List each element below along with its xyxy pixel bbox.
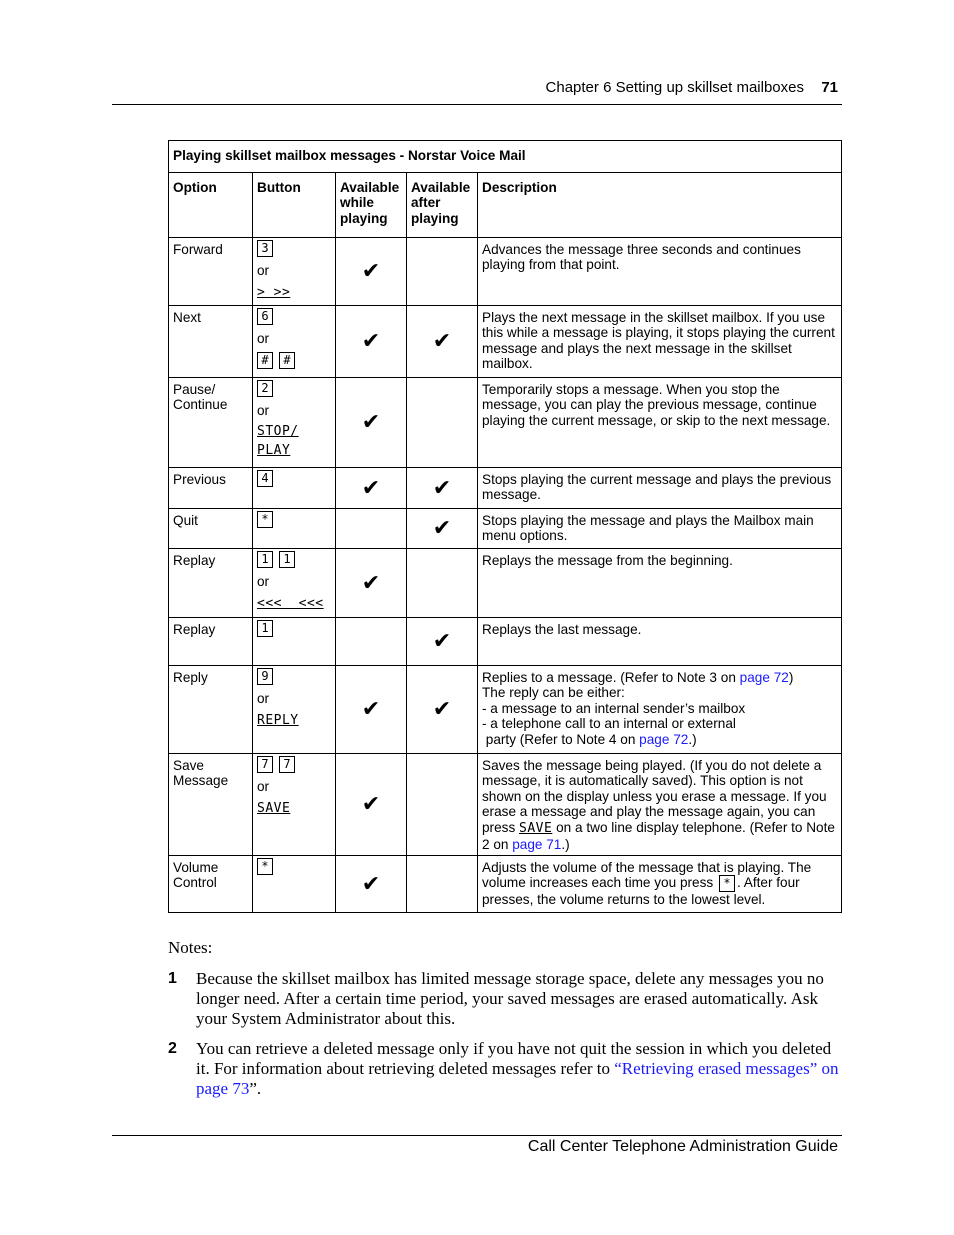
option-cell: Quit — [169, 508, 253, 548]
while-checkmark-icon: ✔ — [336, 753, 407, 855]
column-header-after: Available after playing — [407, 172, 478, 237]
table-row — [169, 305, 842, 377]
after-checkmark-icon: ✔ — [407, 665, 478, 753]
after-cell — [407, 548, 478, 617]
button-cell — [253, 617, 336, 665]
button-cell — [253, 753, 336, 855]
page-number: 71 — [821, 79, 838, 96]
display-key-save: SAVE — [519, 820, 553, 836]
header-rule — [112, 104, 842, 105]
key-2-icon: 2 — [257, 380, 273, 397]
key-star-icon: * — [719, 875, 735, 892]
description-cell: Temporarily stops a message. When you stop the message, you can play the previous message, continue playing the current message, or skip to the next message. — [478, 377, 842, 467]
after-cell — [407, 753, 478, 855]
key-7-icon: 7 — [279, 756, 295, 773]
description-cell: Saves the message being played. (If you do not delete a message, it is automatically saved). This option is not shown on the display unless you erase a message. If you erase a message and play the message again, you can press SAVE on a two line display telephone. (Refer to Note 2 on page 71.) — [478, 753, 842, 855]
while-checkmark-icon: ✔ — [336, 855, 407, 912]
column-header-button: Button — [253, 172, 336, 237]
or-label: or — [257, 262, 270, 278]
button-cell — [253, 548, 336, 617]
option-cell: Pause/ Continue — [169, 377, 253, 467]
or-label: or — [257, 778, 270, 794]
description-cell: Adjusts the volume of the message that is playing. The volume increases each time you press * . After four presses, the volume returns to the lowest level. — [478, 855, 842, 912]
option-cell: Volume Control — [169, 855, 253, 912]
table-header-row — [169, 172, 842, 237]
retrieving-erased-messages-link[interactable]: “Retrieving erased messages” on page 73 — [196, 1059, 839, 1098]
option-cell: Previous — [169, 467, 253, 508]
button-cell — [253, 855, 336, 912]
table-row — [169, 467, 842, 508]
page-71-link[interactable]: page 71 — [512, 836, 562, 852]
button-cell — [253, 665, 336, 753]
description-cell: Stops playing the current message and plays the previous message. — [478, 467, 842, 508]
footer-title: Call Center Telephone Administration Guide — [527, 1138, 838, 1155]
page-72-link[interactable]: page 72 — [739, 669, 789, 685]
while-cell — [336, 617, 407, 665]
table-row — [169, 855, 842, 912]
or-label: or — [257, 690, 270, 706]
note-text: Because the skillset mailbox has limited message storage space, delete any messages you no longer need. After a certain time period, your saved messages are erased automatically. Ask your System Administrator about this. — [196, 969, 824, 1028]
button-cell — [253, 377, 336, 467]
column-header-while: Available while playing — [336, 172, 407, 237]
button-cell — [253, 467, 336, 508]
description-cell: Advances the message three seconds and continues playing from that point. — [478, 237, 842, 305]
key-1-icon: 1 — [279, 551, 295, 568]
chapter-title: Chapter 6 Setting up skillset mailboxes — [545, 79, 804, 96]
key-7-icon: 7 — [257, 756, 273, 773]
display-key-save: SAVE — [257, 800, 291, 816]
after-cell — [407, 377, 478, 467]
footer-rule — [112, 1135, 842, 1136]
while-checkmark-icon: ✔ — [336, 237, 407, 305]
note-item — [168, 969, 843, 1029]
key-star-icon: * — [257, 858, 273, 875]
display-key-reply: REPLY — [257, 712, 299, 728]
display-key-forward: > >> — [257, 284, 291, 300]
note-number: 2 — [168, 1040, 177, 1057]
key-3-icon: 3 — [257, 240, 273, 257]
after-checkmark-icon: ✔ — [407, 617, 478, 665]
table-row — [169, 508, 842, 548]
key-1-icon: 1 — [257, 620, 273, 637]
notes-heading: Notes: — [168, 938, 213, 957]
or-label: or — [257, 402, 270, 418]
display-key-play: PLAY — [257, 442, 291, 458]
description-cell: Replays the message from the beginning. — [478, 548, 842, 617]
table-row — [169, 377, 842, 467]
note-text: You can retrieve a deleted message only if you have not quit the session in which you deleted it. For information about retrieving deleted messages refer to “Retrieving erased messages” on page 73”. — [196, 1039, 839, 1098]
button-cell — [253, 508, 336, 548]
description-cell: Stops playing the message and plays the Mailbox main menu options. — [478, 508, 842, 548]
option-cell: Reply — [169, 665, 253, 753]
table-row — [169, 617, 842, 665]
key-1-icon: 1 — [257, 551, 273, 568]
table-row — [169, 665, 842, 753]
after-checkmark-icon: ✔ — [407, 305, 478, 377]
key-6-icon: 6 — [257, 308, 273, 325]
table-row — [169, 237, 842, 305]
option-cell: Forward — [169, 237, 253, 305]
key-hash-icon: # — [257, 352, 273, 369]
while-checkmark-icon: ✔ — [336, 305, 407, 377]
description-cell: Plays the next message in the skillset mailbox. If you use this while a message is playing, it stops playing the current message and plays the next message in the skillset mailbox. — [478, 305, 842, 377]
key-star-icon: * — [257, 511, 273, 528]
note-number: 1 — [168, 970, 177, 987]
column-header-description: Description — [478, 172, 842, 237]
table-title: Playing skillset mailbox messages - Norstar Voice Mail — [169, 141, 842, 173]
table-row — [169, 548, 842, 617]
key-4-icon: 4 — [257, 470, 273, 487]
column-header-option: Option — [169, 172, 253, 237]
table-row — [169, 753, 842, 855]
note-item — [168, 1039, 843, 1099]
page-header — [112, 79, 840, 99]
button-cell — [253, 305, 336, 377]
display-key-rewind: <<< <<< — [257, 595, 324, 611]
after-checkmark-icon: ✔ — [407, 467, 478, 508]
or-label: or — [257, 573, 270, 589]
option-cell: Save Message — [169, 753, 253, 855]
while-checkmark-icon: ✔ — [336, 467, 407, 508]
while-checkmark-icon: ✔ — [336, 548, 407, 617]
while-checkmark-icon: ✔ — [336, 377, 407, 467]
or-label: or — [257, 330, 270, 346]
after-checkmark-icon: ✔ — [407, 508, 478, 548]
while-checkmark-icon: ✔ — [336, 665, 407, 753]
after-cell — [407, 237, 478, 305]
description-cell: Replies to a message. (Refer to Note 3 on page 72) The reply can be either: - a message to an internal sender’s mailbox - a telephone call to an internal or external party (Refer to Note 4 on page 72.) — [478, 665, 842, 753]
while-cell — [336, 508, 407, 548]
key-hash-icon: # — [279, 352, 295, 369]
after-cell — [407, 855, 478, 912]
button-cell — [253, 237, 336, 305]
option-cell: Replay — [169, 617, 253, 665]
key-9-icon: 9 — [257, 668, 273, 685]
skillset-playback-table — [168, 140, 842, 913]
description-cell: Replays the last message. — [478, 617, 842, 665]
option-cell: Replay — [169, 548, 253, 617]
display-key-stop: STOP/ — [257, 423, 299, 439]
page-72-link[interactable]: page 72 — [639, 731, 689, 747]
option-cell: Next — [169, 305, 253, 377]
